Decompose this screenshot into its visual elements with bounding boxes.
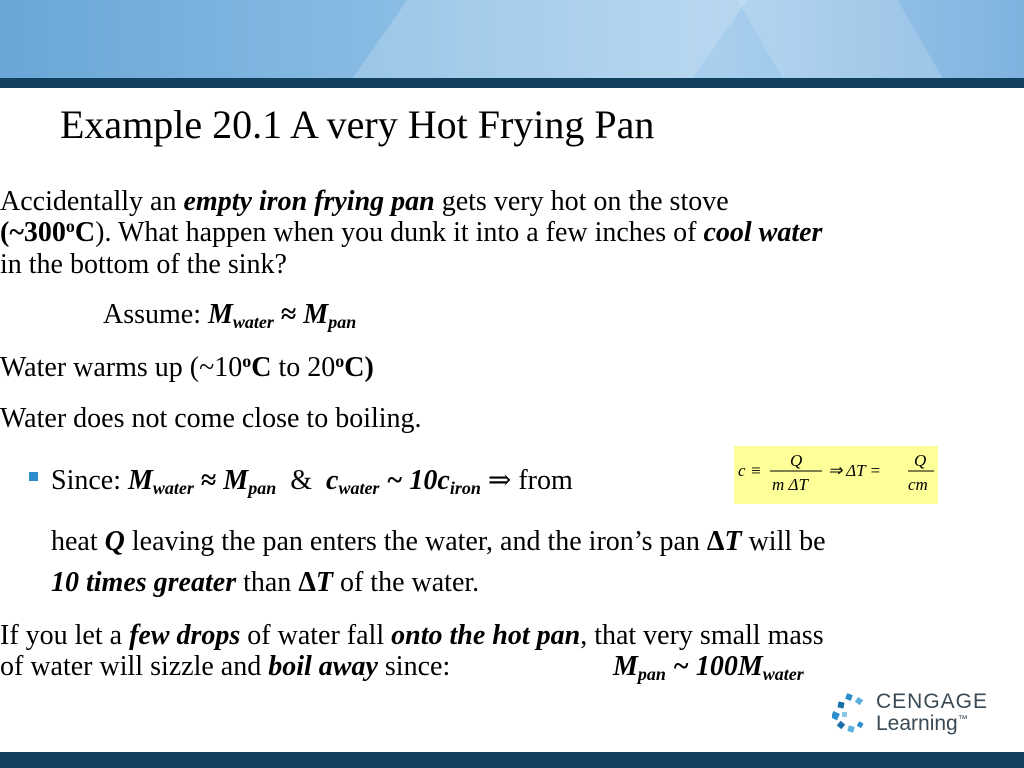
- text-run: ≈: [273, 299, 304, 330]
- text-run: ~ 100M: [665, 651, 763, 682]
- text-run: M: [223, 465, 249, 496]
- text-run: , that very small mass: [580, 620, 824, 651]
- text-run: to 20: [271, 352, 336, 383]
- subscript: water: [152, 478, 194, 498]
- header-banner: [0, 0, 1024, 78]
- text-run: than: [236, 567, 299, 598]
- text-run: cool water: [703, 217, 823, 248]
- drops-line-2: [0, 651, 450, 682]
- text-run: of water fall: [240, 620, 392, 651]
- formula-implies: ⇒ ΔT =: [828, 461, 882, 480]
- specific-heat-formula: [734, 446, 938, 504]
- text-run: leaving the pan enters the water, and the iron’s pan: [124, 526, 707, 557]
- text-run: gets very hot on the stove: [434, 186, 729, 217]
- text-run: heat: [51, 526, 105, 557]
- intro-line-3: in the bottom of the sink?: [0, 249, 287, 280]
- text-run: C: [74, 217, 96, 248]
- banner-shard: [737, 0, 942, 78]
- cengage-mark-icon: [832, 692, 872, 736]
- text-run: ). What happen when you dunk it into a few inches of: [95, 217, 704, 248]
- formula-numerator: Q: [914, 451, 927, 470]
- text-run: boil away: [268, 651, 378, 682]
- text-run: T: [724, 526, 742, 557]
- degree-sup: o: [242, 351, 252, 371]
- intro-line-2: [0, 217, 822, 248]
- subscript: pan: [328, 312, 357, 332]
- text-run: &: [276, 465, 326, 496]
- text-run: Water warms up (~10: [0, 352, 243, 383]
- footer-bar: [0, 752, 1024, 768]
- water-warms-line: [0, 352, 374, 383]
- bullet-icon: [29, 472, 38, 481]
- text-run: C: [251, 352, 272, 383]
- logo-subtitle-text: Learning: [876, 712, 958, 735]
- cengage-logo: [832, 690, 989, 740]
- text-run: M: [208, 299, 233, 330]
- degree-sup: o: [65, 216, 75, 236]
- text-run: Δ: [298, 567, 316, 598]
- formula-denominator: cm: [908, 475, 928, 494]
- text-run: empty iron frying pan: [183, 186, 435, 217]
- mass-ratio: [613, 651, 804, 682]
- drops-line-1: [0, 620, 824, 651]
- text-run: Assume:: [103, 299, 208, 330]
- text-run: few drops: [129, 620, 241, 651]
- text-run: (~300: [0, 217, 66, 248]
- text-run: ~ 10c: [379, 465, 450, 496]
- formula-numerator: Q: [790, 451, 803, 470]
- formula-equiv: ≡: [750, 461, 762, 480]
- text-run: of water will sizzle and: [0, 651, 269, 682]
- degree-sup: o: [335, 351, 345, 371]
- subscript: pan: [248, 478, 277, 498]
- heat-line-2: [51, 567, 479, 598]
- assume-line: [103, 299, 356, 330]
- text-run: ⇒ from: [480, 465, 573, 496]
- header-divider-bar: [0, 78, 1024, 88]
- text-run: since:: [377, 651, 451, 682]
- text-run: T: [315, 567, 333, 598]
- formula-svg: [734, 446, 938, 504]
- banner-shard: [353, 0, 748, 78]
- text-run: of the water.: [332, 567, 480, 598]
- text-run: ≈: [193, 465, 224, 496]
- text-run: Accidentally an: [0, 186, 184, 217]
- subscript: water: [762, 664, 804, 684]
- text-run: Since:: [51, 465, 128, 496]
- text-run: M: [613, 651, 638, 682]
- subscript: water: [232, 312, 274, 332]
- text-run: will be: [741, 526, 826, 557]
- subscript: water: [338, 478, 380, 498]
- since-line: [51, 465, 573, 496]
- logo-wordmark: CENGAGE: [876, 690, 989, 713]
- formula-denominator: m ΔT: [772, 475, 808, 494]
- heat-line-1: [51, 526, 826, 557]
- text-run: C): [344, 352, 374, 383]
- text-run: 10 times greater: [51, 567, 237, 598]
- text-run: c: [326, 465, 339, 496]
- text-run: Q: [104, 526, 125, 557]
- text-run: If you let a: [0, 620, 130, 651]
- intro-line-1: [0, 186, 729, 217]
- text-run: M: [128, 465, 153, 496]
- subscript: pan: [637, 664, 666, 684]
- logo-subtitle: [876, 712, 968, 736]
- slide-title: Example 20.1 A very Hot Frying Pan: [60, 102, 655, 147]
- text-run: onto the hot pan: [391, 620, 581, 651]
- subscript: iron: [449, 478, 481, 498]
- boiling-line: Water does not come close to boiling.: [0, 403, 422, 434]
- text-run: Δ: [706, 526, 725, 557]
- formula-c: c: [738, 461, 746, 480]
- text-run: M: [303, 299, 329, 330]
- trademark-symbol: ™: [957, 714, 968, 725]
